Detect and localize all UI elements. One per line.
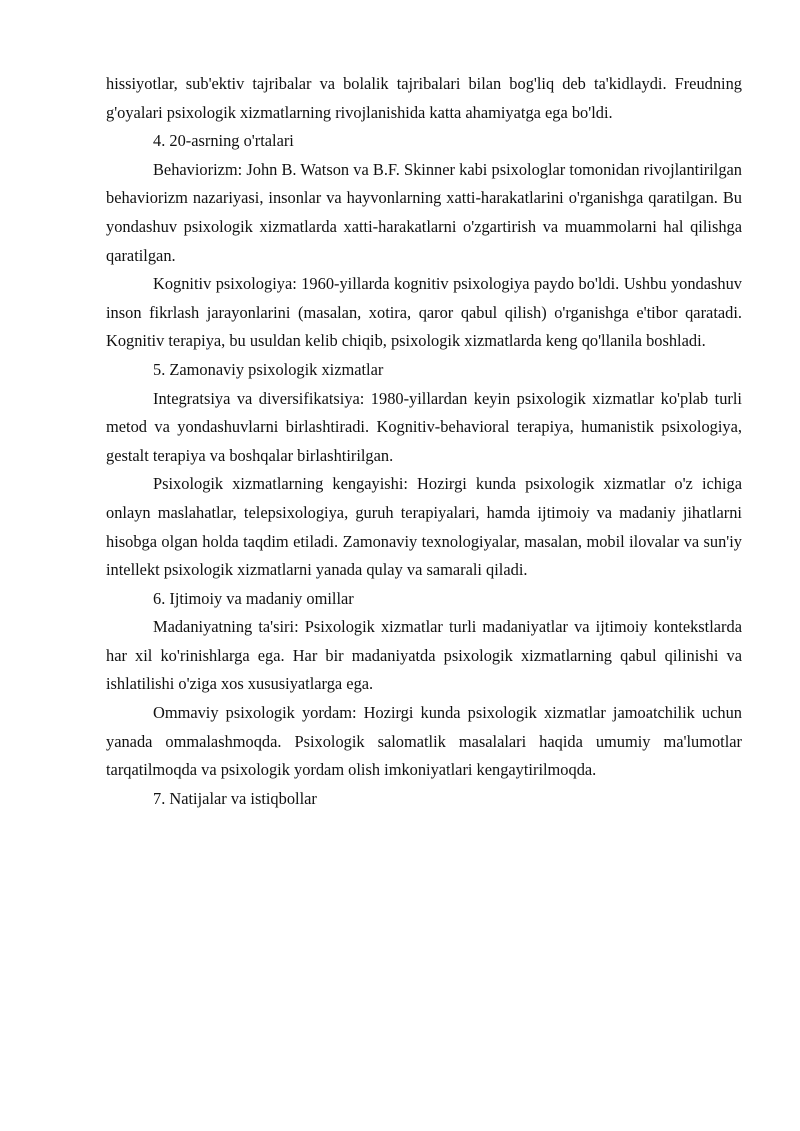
paragraph-public-help: Ommaviy psixologik yordam: Hozirgi kunda psixologik xizmatlar jamoatchilik uchun yanada ommalashmoqda. Psixologik salomatlik masalalari haqida umumiy ma'lumotlar tarqatilmoqda va psixologik yordam olish imkoniyatlari kengaytirilmoqda. — [106, 703, 742, 780]
section-heading-5: 5. Zamonaviy psixologik xizmatlar — [153, 359, 384, 379]
paragraph-cognitive-psychology: Kognitiv psixologiya: 1960-yillarda kognitiv psixologiya paydo bo'ldi. Ushbu yondashuv inson fikrlash jarayonlarini (masalan, xotira, qaror qabul qilish) o'rganishga e'tibor qaratadi. Kognitiv terapiya, bu usuldan kelib chiqib, psixologik xizmatlarda keng qo'llanila boshladi. — [106, 274, 742, 351]
paragraph-integration: Integratsiya va diversifikatsiya: 1980-yillardan keyin psixologik xizmatlar ko'plab turli metod va yondashuvlarni birlashtiradi. Kognitiv-behavioral terapiya, humanistik psixologiya, gestalt terapiya va boshqalar birlashtirilgan. — [106, 388, 742, 465]
paragraph-culture-influence: Madaniyatning ta'siri: Psixologik xizmatlar turli madaniyatlar va ijtimoiy kontekstlarda har xil ko'rinishlarga ega. Har bir madaniyatda psixologik xizmatlarning qabul qilinishi va ishlatilishi o'ziga xos xususiyatlarga ega. — [106, 617, 742, 694]
paragraph-expansion: Psixologik xizmatlarning kengayishi: Hozirgi kunda psixologik xizmatlar o'z ichiga onlayn maslahatlar, telepsixologiya, guruh terapiyalari, hamda ijtimoiy va madaniy jihatlarni hisobga olgan holda taqdim etiladi. Zamonaviy texnologiyalar, masalan, mobil ilovalar va sun'iy intellekt psixologik xizmatlarni yanada qulay va samarali qiladi. — [106, 474, 742, 580]
section-heading-7: 7. Natijalar va istiqbollar — [153, 788, 317, 808]
section-heading-4: 4. 20-asrning o'rtalari — [153, 131, 294, 151]
document-page — [106, 70, 742, 813]
section-heading-6: 6. Ijtimoiy va madaniy omillar — [153, 588, 354, 608]
paragraph-continuation: hissiyotlar, sub'ektiv tajribalar va bolalik tajribalari bilan bog'liq deb ta'kidlaydi. Freudning g'oyalari psixologik xizmatlarning rivojlanishida katta ahamiyatga ega bo'ldi. — [106, 74, 742, 122]
paragraph-behaviorism: Behaviorizm: John B. Watson va B.F. Skinner kabi psixologlar tomonidan rivojlantirilgan behaviorizm nazariyasi, insonlar va hayvonlarning xatti-harakatlarini o'rganishga qaratilgan. Bu yondashuv psixologik xizmatlarda xatti-harakatlarni o'zgartirish va muammolarni hal qilishga qaratilgan. — [106, 159, 742, 265]
